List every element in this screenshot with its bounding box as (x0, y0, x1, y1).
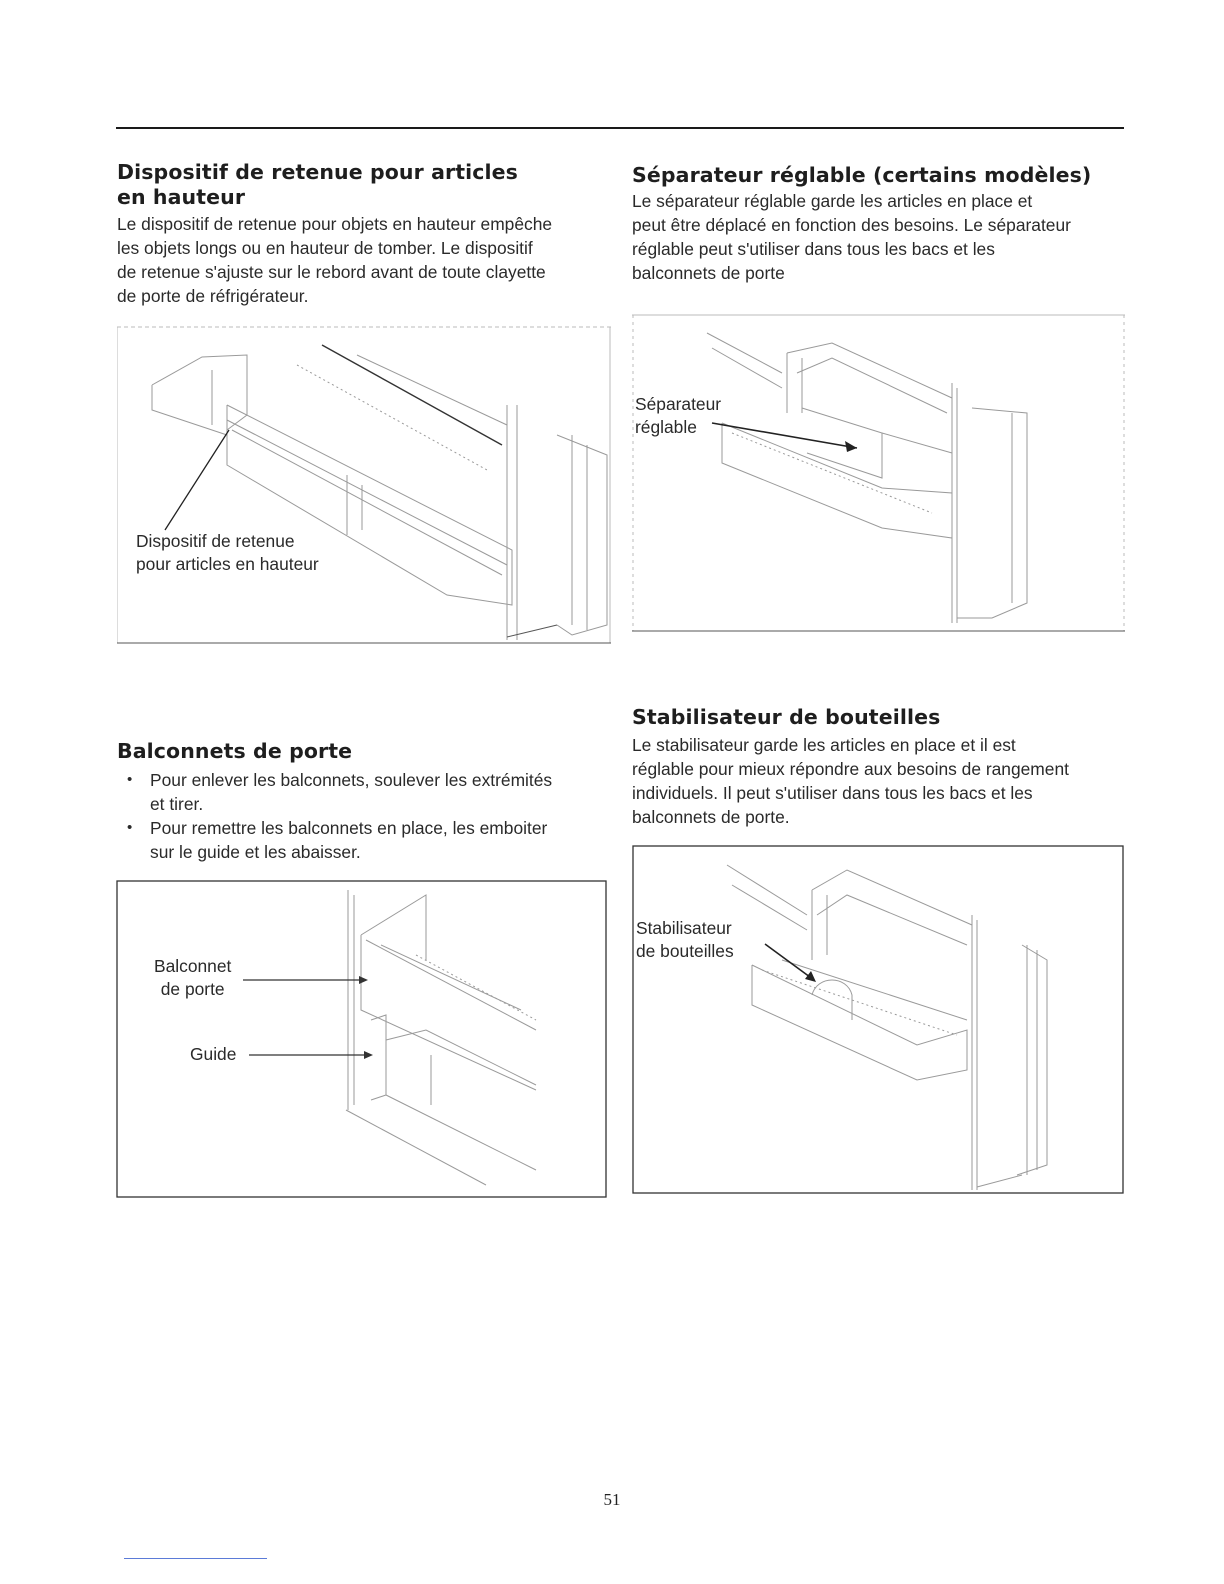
section-body (632, 189, 1132, 285)
bullet-item (117, 816, 612, 864)
figure-bottle-stabilizer (632, 845, 1124, 1194)
figure-label (635, 393, 721, 439)
bullet-line: Pour remettre les balconnets en place, les emboiter (150, 818, 548, 838)
figure-adjustable-divider (632, 313, 1125, 633)
body-line: réglable peut s'utiliser dans tous les bacs et les (632, 239, 995, 259)
figure-label (136, 530, 319, 576)
body-line: de porte de réfrigérateur. (117, 286, 309, 306)
section-title: Séparateur réglable (certains modèles) (632, 163, 1092, 187)
section-body (632, 733, 1132, 829)
footer-rule (124, 1558, 267, 1559)
body-line: balconnets de porte. (632, 807, 790, 827)
section-adjustable-divider (632, 163, 1132, 285)
section-title (117, 160, 612, 210)
figure-label-line: Séparateur (635, 394, 722, 414)
figure-label-line: de bouteilles (636, 941, 734, 961)
figure-label-line: de porte (160, 979, 225, 999)
section-bottle-stabilizer (632, 705, 1132, 829)
figure-label-line: Stabilisateur (636, 918, 732, 938)
body-line: Le séparateur réglable garde les articles en place et (632, 191, 1033, 211)
bullet-line: sur le guide et les abaisser. (150, 842, 361, 862)
callout-leader (165, 430, 229, 530)
page-number: 51 (603, 1490, 621, 1509)
figure-label (636, 917, 734, 963)
body-line: balconnets de porte (632, 263, 785, 283)
section-height-retainer (117, 160, 612, 308)
body-line: Le dispositif de retenue pour objets en hauteur empêche (117, 214, 553, 234)
body-line: peut être déplacé en fonction des besoins. Le séparateur (632, 215, 1071, 235)
callout-arrow (712, 423, 857, 448)
bullet-list (117, 768, 612, 864)
body-line: Le stabilisateur garde les articles en place et il est (632, 735, 1016, 755)
bullet-line: et tirer. (150, 794, 204, 814)
bottle-stabilizer-illustration (632, 845, 1124, 1194)
section-title: Balconnets de porte (117, 739, 353, 763)
adjustable-divider-illustration (632, 313, 1125, 633)
figure-label (154, 955, 231, 1001)
bullet-item (117, 768, 612, 816)
body-line: de retenue s'ajuste sur le rebord avant de toute clayette (117, 262, 546, 282)
figure-door-bins (116, 880, 607, 1198)
door-bins-illustration (116, 880, 607, 1198)
figure-label-line: Dispositif de retenue (136, 531, 295, 551)
section-title-line: en hauteur (117, 185, 246, 209)
section-title-line: Dispositif de retenue pour articles (117, 160, 518, 184)
section-body (117, 212, 612, 308)
section-door-bins (117, 739, 612, 864)
bullet-line: Pour enlever les balconnets, soulever les extrémités (150, 770, 553, 790)
body-line: individuels. Il peut s'utiliser dans tous les bacs et les (632, 783, 1033, 803)
height-retainer-illustration (117, 325, 611, 645)
figure-label-line: réglable (635, 417, 697, 437)
top-rule (116, 127, 1124, 129)
figure-label-line: pour articles en hauteur (136, 554, 319, 574)
body-line: les objets longs ou en hauteur de tomber. Le dispositif (117, 238, 533, 258)
body-line: réglable pour mieux répondre aux besoins de rangement (632, 759, 1069, 779)
figure-height-retainer (117, 325, 611, 645)
figure-label-line: Guide (190, 1044, 237, 1064)
figure-label-line: Balconnet (154, 956, 232, 976)
section-title: Stabilisateur de bouteilles (632, 705, 941, 729)
figure-label-guide (190, 1043, 236, 1066)
